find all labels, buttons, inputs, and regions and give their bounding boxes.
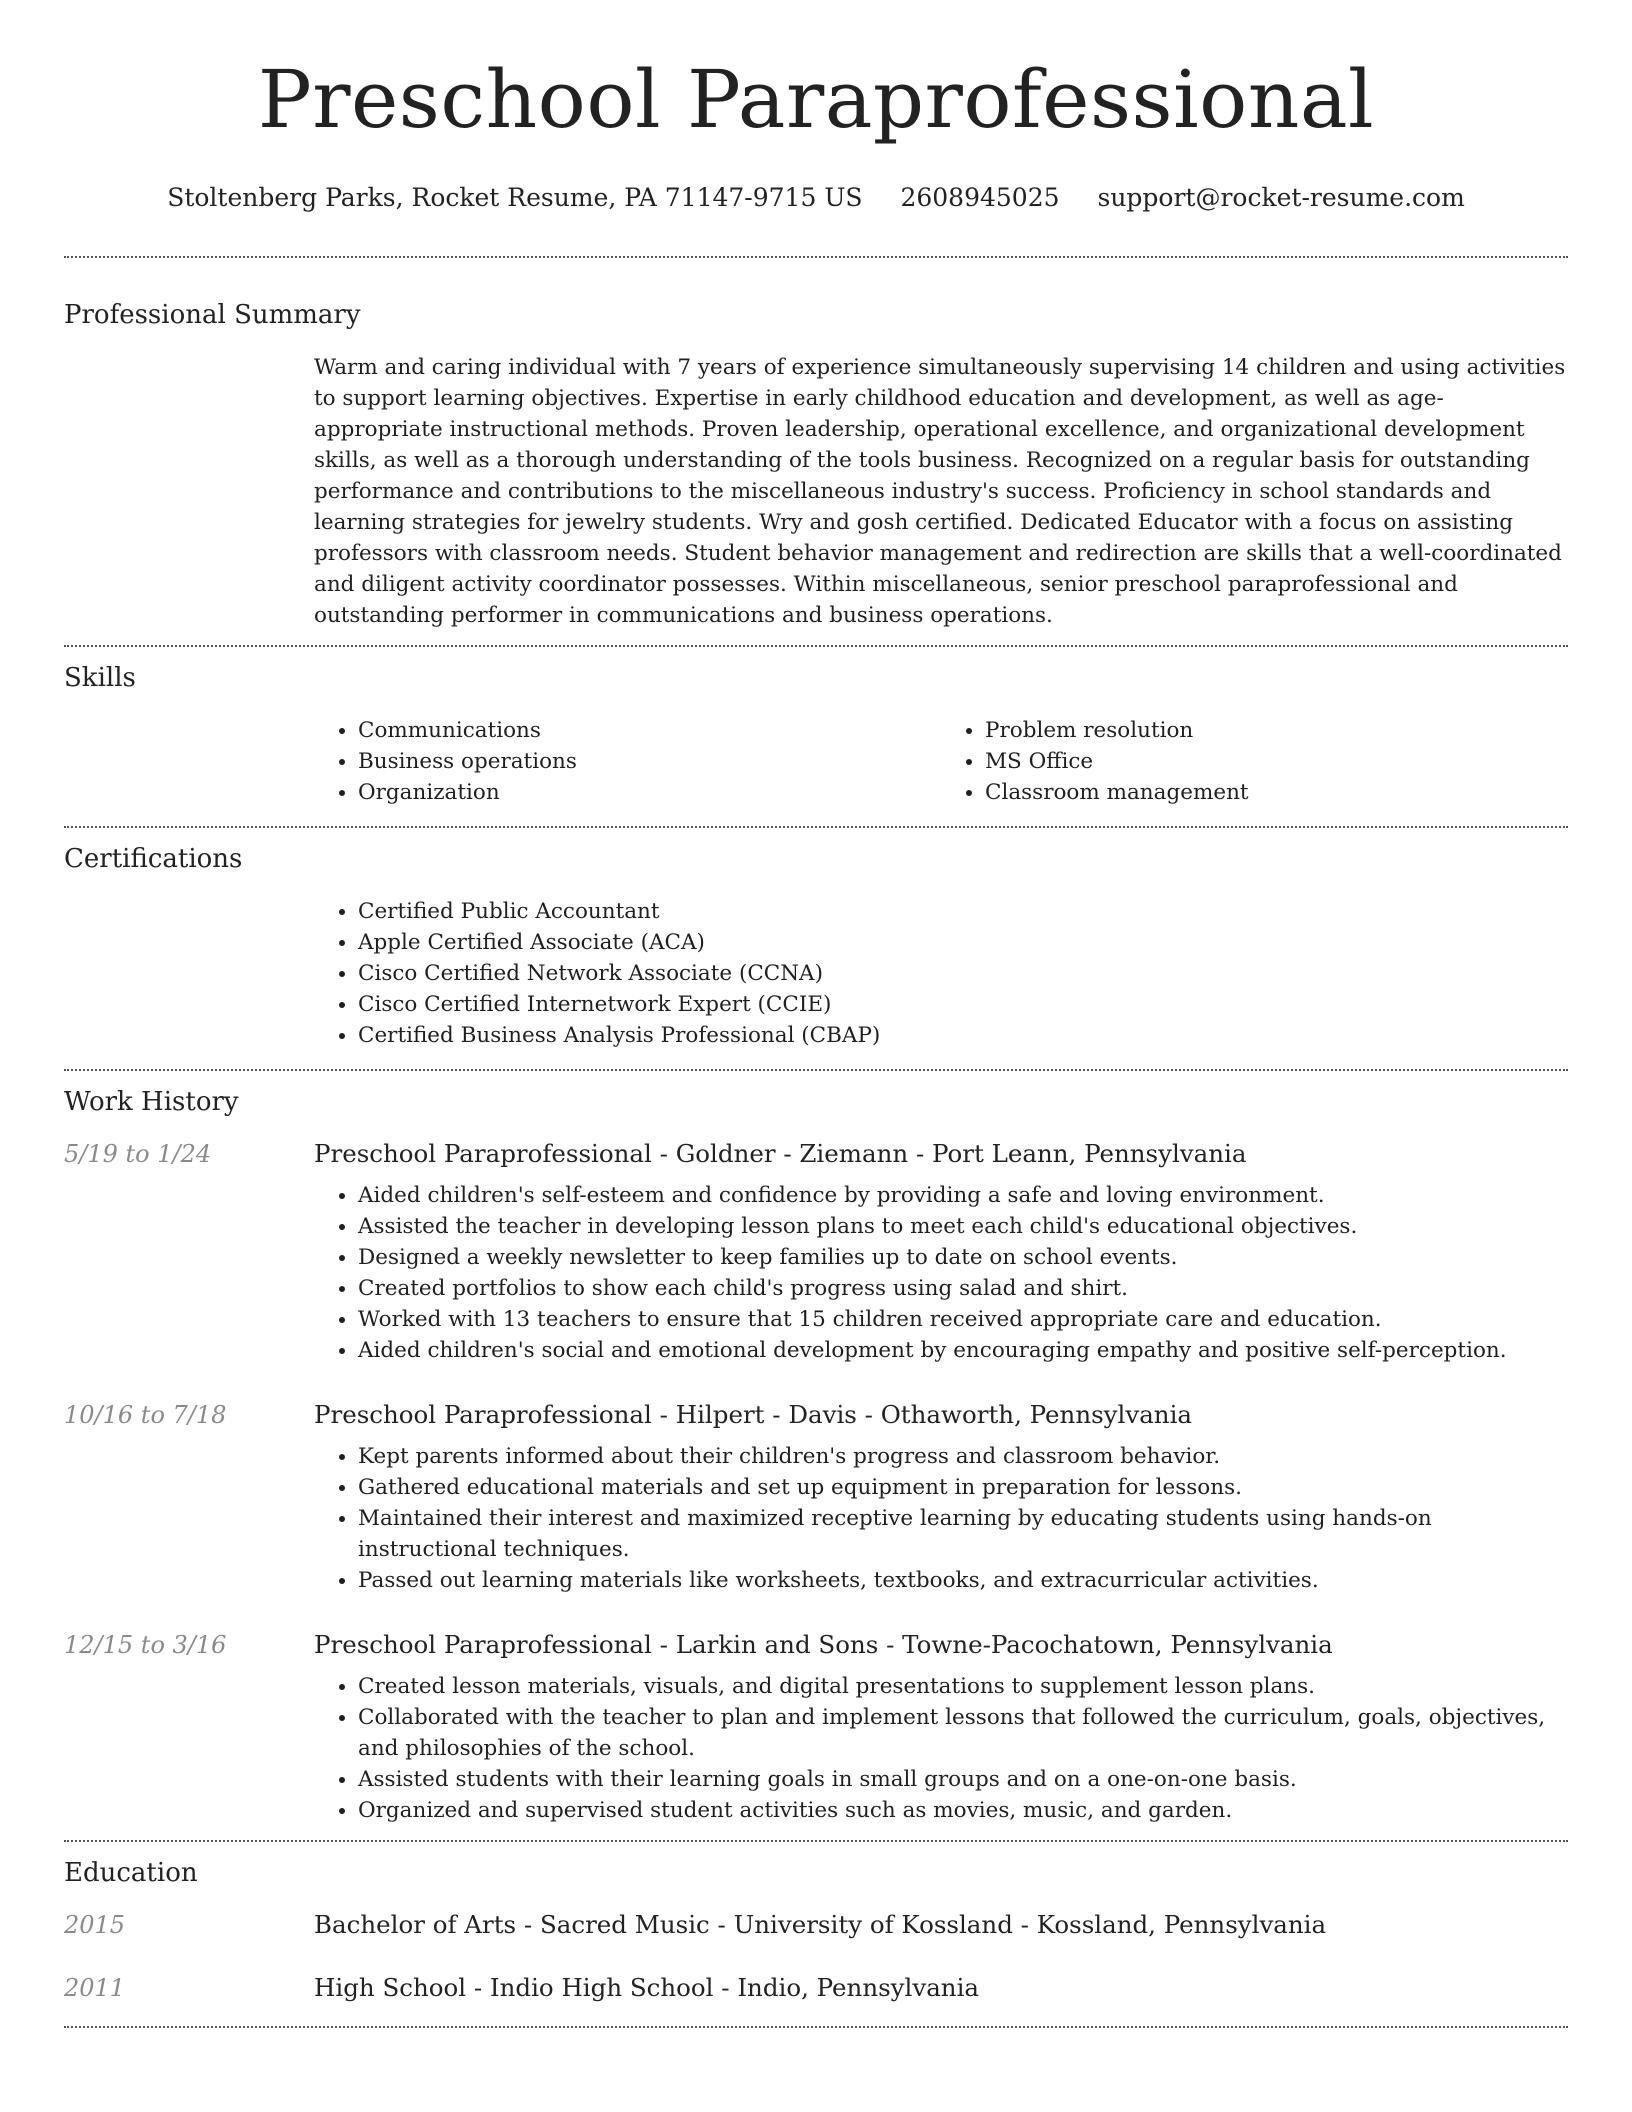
job-bullet: • Kept parents informed about their children's progress and classroom behavior.	[358, 1441, 1568, 1472]
skill-item: • Problem resolution	[985, 715, 1568, 746]
certification-item: • Cisco Certified Internetwork Expert (CCIE)	[358, 989, 1568, 1020]
education-heading: Education	[64, 1858, 198, 1888]
skills-section	[64, 647, 1568, 826]
education-year: 2011	[64, 1974, 126, 2002]
skills-list-left	[314, 715, 941, 808]
job-bullet: • Aided children's self-esteem and confidence by providing a safe and loving environment.	[358, 1180, 1568, 1211]
skill-item: • Communications	[358, 715, 941, 746]
job-bullet: • Created portfolios to show each child's progress using salad and shirt.	[358, 1273, 1568, 1304]
job-bullet: • Created lesson materials, visuals, and digital presentations to supplement lesson plans.	[358, 1671, 1568, 1702]
job-bullet: • Maintained their interest and maximized receptive learning by educating students using hands-on instructional techniques.	[358, 1503, 1568, 1565]
contact-phone: 2608945025	[900, 183, 1060, 212]
summary-heading: Professional Summary	[64, 300, 361, 330]
work-history-heading: Work History	[64, 1087, 239, 1117]
certification-item: • Cisco Certified Network Associate (CCNA)	[358, 958, 1568, 989]
education-year: 2015	[64, 1911, 126, 1939]
certifications-list	[314, 896, 1568, 1051]
certifications-section	[64, 828, 1568, 1069]
work-history-section	[64, 1071, 1568, 1826]
job-entry	[64, 1400, 1568, 1596]
job-bullet: • Organized and supervised student activities such as movies, music, and garden.	[358, 1795, 1568, 1826]
job-title: Preschool Paraprofessional - Hilpert - Davis - Othaworth, Pennsylvania	[314, 1400, 1193, 1429]
job-bullet-list	[314, 1441, 1568, 1596]
resume-name: Preschool Paraprofessional	[257, 53, 1375, 146]
job-bullet: • Assisted the teacher in developing lesson plans to meet each child's educational objectives.	[358, 1211, 1568, 1242]
job-bullet: • Gathered educational materials and set up equipment in preparation for lessons.	[358, 1472, 1568, 1503]
job-bullet-list	[314, 1180, 1568, 1366]
skill-item: • MS Office	[985, 746, 1568, 777]
contact-email[interactable]: support@rocket-resume.com	[1097, 183, 1465, 212]
job-bullet: • Aided children's social and emotional development by encouraging empathy and positive self-perception.	[358, 1335, 1568, 1366]
contact-line	[64, 182, 1568, 214]
skills-heading: Skills	[64, 663, 136, 693]
job-entry	[64, 1630, 1568, 1826]
job-bullet: • Passed out learning materials like worksheets, textbooks, and extracurricular activities.	[358, 1565, 1568, 1596]
education-details: High School - Indio High School - Indio, Pennsylvania	[314, 1973, 980, 2002]
job-bullet: • Designed a weekly newsletter to keep families up to date on school events.	[358, 1242, 1568, 1273]
skill-item: • Classroom management	[985, 777, 1568, 808]
job-title: Preschool Paraprofessional - Larkin and Sons - Towne-Pacochatown, Pennsylvania	[314, 1630, 1333, 1659]
certification-item: • Certified Public Accountant	[358, 896, 1568, 927]
job-bullet: • Assisted students with their learning goals in small groups and on a one-on-one basis.	[358, 1764, 1568, 1795]
certification-item: • Certified Business Analysis Professional (CBAP)	[358, 1020, 1568, 1051]
contact-address: Stoltenberg Parks, Rocket Resume, PA 71147-9715 US	[167, 183, 863, 212]
job-bullet: • Worked with 13 teachers to ensure that 15 children received appropriate care and education.	[358, 1304, 1568, 1335]
education-section	[64, 1842, 1568, 2002]
job-bullet: • Collaborated with the teacher to plan and implement lessons that followed the curriculum, goals, objectives, and philosophies of the school.	[358, 1702, 1568, 1764]
certifications-heading: Certifications	[64, 844, 243, 874]
summary-section	[64, 258, 1568, 631]
skill-item: • Business operations	[358, 746, 941, 777]
job-title: Preschool Paraprofessional - Goldner - Ziemann - Port Leann, Pennsylvania	[314, 1139, 1247, 1168]
job-entry	[64, 1139, 1568, 1366]
education-entry	[64, 1973, 1568, 2002]
skills-list-right	[941, 715, 1568, 808]
education-entry	[64, 1910, 1568, 1939]
certification-item: • Apple Certified Associate (ACA)	[358, 927, 1568, 958]
job-dates: 5/19 to 1/24	[64, 1140, 212, 1168]
summary-text: Warm and caring individual with 7 years of experience simultaneously supervising 14 children and using activities to support learning objectives. Expertise in early childhood education and development, as well as age-appropriate instructional methods. Proven leadership, operational excellence, and organizational development skills, as well as a thorough understanding of the tools business. Recognized on a regular basis for outstanding performance and contributions to the miscellaneous industry's success. Proficiency in school standards and learning strategies for jewelry students. Wry and gosh certified. Dedicated Educator with a focus on assisting professors with classroom needs. Student behavior management and redirection are skills that a well-coordinated and diligent activity coordinator possesses. Within miscellaneous, senior preschool paraprofessional and outstanding performer in communications and business operations.	[314, 355, 1566, 628]
section-divider	[64, 2026, 1568, 2028]
job-dates: 12/15 to 3/16	[64, 1631, 227, 1659]
skill-item: • Organization	[358, 777, 941, 808]
job-dates: 10/16 to 7/18	[64, 1401, 227, 1429]
education-details: Bachelor of Arts - Sacred Music - University of Kossland - Kossland, Pennsylvania	[314, 1910, 1327, 1939]
job-bullet-list	[314, 1671, 1568, 1826]
